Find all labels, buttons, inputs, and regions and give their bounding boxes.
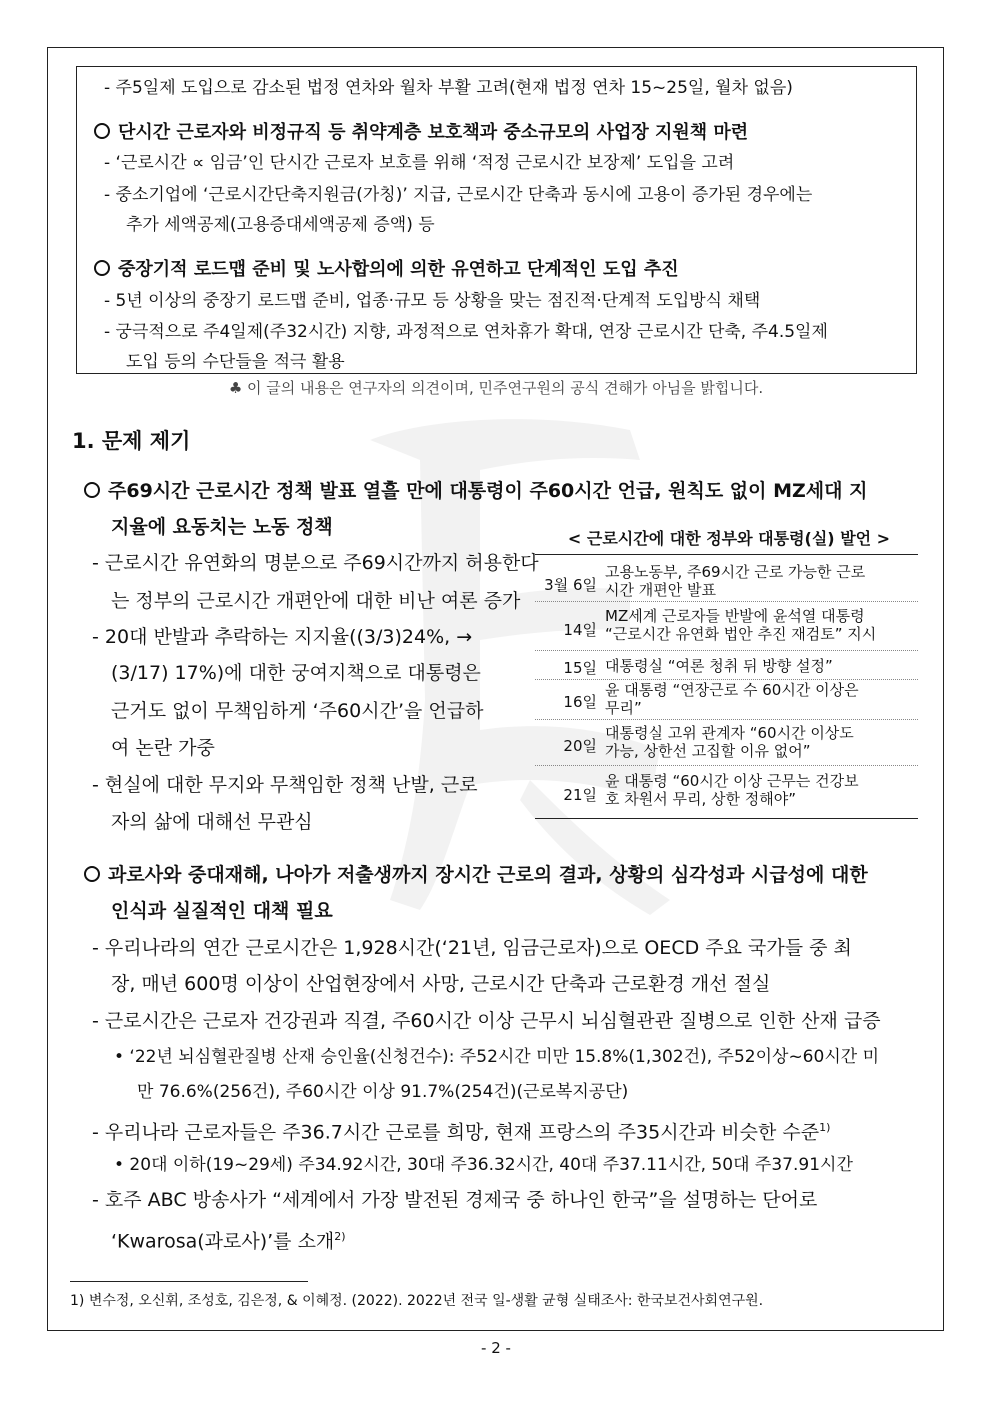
table-text: 고용노동부, 주69시간 근로 가능한 근로 시간 개편안 발표	[605, 563, 866, 599]
circle-bullet-icon	[94, 123, 110, 139]
sub-bullet-line: • 20대 이하(19~29세) 주34.92시간, 30대 주36.32시간, 40대 주37.11시간, 50대 주37.91시간	[114, 1155, 853, 1175]
footnote-ref: 1)	[819, 1121, 831, 1134]
paragraph-heading: 주69시간 근로시간 정책 발표 열흘 만에 대통령이 주60시간 언급, 원칙도 없이 MZ세대 지	[84, 478, 868, 504]
table-text: 대통령실 고위 관계자 “60시간 이상도 가능, 상한선 고집할 이유 없어”	[605, 724, 854, 760]
table-top-rule	[535, 554, 918, 555]
circle-bullet-icon	[84, 482, 100, 498]
table-date: 21일	[563, 786, 597, 804]
section-title: 1. 문제 제기	[72, 429, 191, 453]
sub-bullet-line: • ‘22년 뇌심혈관질병 산재 승인율(신청건수): 주52시간 미만 15.8%(1,302건), 주52이상~60시간 미	[114, 1047, 879, 1067]
table-text: MZ세계 근로자들 반발에 윤석열 대통령 “근로시간 유연화 법안 추진 재검토” 지시	[605, 607, 877, 643]
paragraph-heading: 과로사와 중대재해, 나아가 저출생까지 장시간 근로의 결과, 상황의 심각성과 시급성에 대한	[84, 862, 868, 888]
table-text: 대통령실 “여론 청취 뒤 방향 설정”	[605, 657, 833, 675]
table-date: 14일	[563, 621, 597, 639]
table-bottom-rule	[535, 818, 918, 819]
summary-line: - 주5일제 도입으로 감소된 법정 연차와 월차 부활 고려(현재 법정 연차 15~25일, 월차 없음)	[104, 78, 793, 98]
table-text: 윤 대통령 “60시간 이상 근무는 건강보 호 차원서 무리, 상한 정해야”	[605, 772, 859, 808]
disclaimer-notice: ♣ 이 글의 내용은 연구자의 의견이며, 민주연구원의 공식 견해가 아님을 밝힙니다.	[228, 379, 764, 397]
circle-bullet-icon	[84, 866, 100, 882]
body-line: 근거도 없이 무책임하게 ‘주60시간’을 언급하	[111, 700, 484, 722]
body-line: (3/17) 17%)에 대한 궁여지책으로 대통령은	[111, 662, 481, 684]
footnote-ref: 2)	[334, 1230, 346, 1243]
table-date: 20일	[563, 737, 597, 755]
paragraph-heading-cont: 인식과 실질적인 대책 필요	[111, 900, 333, 922]
body-line: - 우리나라의 연간 근로시간은 1,928시간(‘21년, 임금근로자)으로 OECD 주요 국가들 중 최	[92, 937, 852, 959]
body-line: - 현실에 대한 무지와 무책임한 정책 난발, 근로	[92, 774, 478, 796]
paragraph-heading-cont: 지율에 요동치는 노동 정책	[111, 516, 333, 538]
body-line: - 우리나라 근로자들은 주36.7시간 근로를 희망, 현재 프랑스의 주35시간과 비슷한 수준$^{1)}$	[92, 1121, 831, 1144]
body-line: 자의 삶에 대해선 무관심	[111, 811, 313, 833]
body-line: - 근로시간 유연화의 명분으로 주69시간까지 허용한다	[92, 552, 539, 574]
body-line: - 근로시간은 근로자 건강권과 직결, 주60시간 이상 근무시 뇌심혈관관 질병으로 인한 산재 급증	[92, 1010, 881, 1032]
summary-line: 도입 등의 수단들을 적극 활용	[126, 352, 345, 372]
footnote-rule	[70, 1281, 308, 1282]
body-line: ‘Kwarosa(과로사)’를 소개$^{2)}$	[111, 1230, 346, 1253]
summary-line: - 중소기업에 ‘근로시간단축지원금(가칭)’ 지급, 근로시간 단축과 동시에 고용이 증가된 경우에는	[104, 185, 813, 205]
summary-line: - 궁극적으로 주4일제(주32시간) 지향, 과정적으로 연차휴가 확대, 연장 근로시간 단축, 주4.5일제	[104, 322, 828, 342]
footnote: 1) 변수정, 오신휘, 조성호, 김은정, & 이혜정. (2022). 2022년 전국 일-생활 균형 실태조사: 한국보건사회연구원.	[70, 1293, 764, 1309]
body-line: - 호주 ABC 방송사가 “세계에서 가장 발전된 경제국 중 하나인 한국”을 설명하는 단어로	[92, 1189, 818, 1211]
circle-bullet-icon	[94, 260, 110, 276]
table-date: 15일	[563, 659, 597, 677]
sub-bullet-line: 만 76.6%(256건), 주60시간 이상 91.7%(254건)(근로복지공단)	[137, 1082, 629, 1102]
summary-heading: 중장기적 로드맵 준비 및 노사합의에 의한 유연하고 단계적인 도입 추진	[94, 259, 679, 281]
summary-line: - ‘근로시간 ∝ 임금’인 단시간 근로자 보호를 위해 ‘적정 근로시간 보장제’ 도입을 고려	[104, 153, 735, 173]
table-row-separator	[535, 765, 918, 766]
table-row-separator	[535, 679, 918, 680]
body-line: 여 논란 가중	[111, 737, 215, 759]
summary-line: - 5년 이상의 중장기 로드맵 준비, 업종·규모 등 상황을 맞는 점진적·단계적 도입방식 채택	[104, 291, 761, 311]
table-date: 16일	[563, 693, 597, 711]
page-number: - 2 -	[481, 1339, 511, 1357]
table-row-separator	[535, 650, 918, 651]
body-line: 장, 매년 600명 이상이 산업현장에서 사망, 근로시간 단축과 근로환경 개선 절실	[111, 973, 771, 995]
table-row-separator	[535, 719, 918, 720]
body-line: 는 정부의 근로시간 개편안에 대한 비난 여론 증가	[111, 590, 521, 612]
summary-heading: 단시간 근로자와 비정규직 등 취약계층 보호책과 중소규모의 사업장 지원책 마련	[94, 122, 748, 144]
table-title: < 근로시간에 대한 정부와 대통령(실) 발언 >	[567, 529, 891, 548]
table-date: 3월 6일	[544, 576, 597, 594]
table-text: 윤 대통령 “연장근로 수 60시간 이상은 무리”	[605, 681, 859, 717]
body-line: - 20대 반발과 추락하는 지지율((3/3)24%, →	[92, 626, 473, 648]
summary-line: 추가 세액공제(고용증대세액공제 증액) 등	[126, 215, 435, 235]
table-row-separator	[535, 601, 918, 602]
